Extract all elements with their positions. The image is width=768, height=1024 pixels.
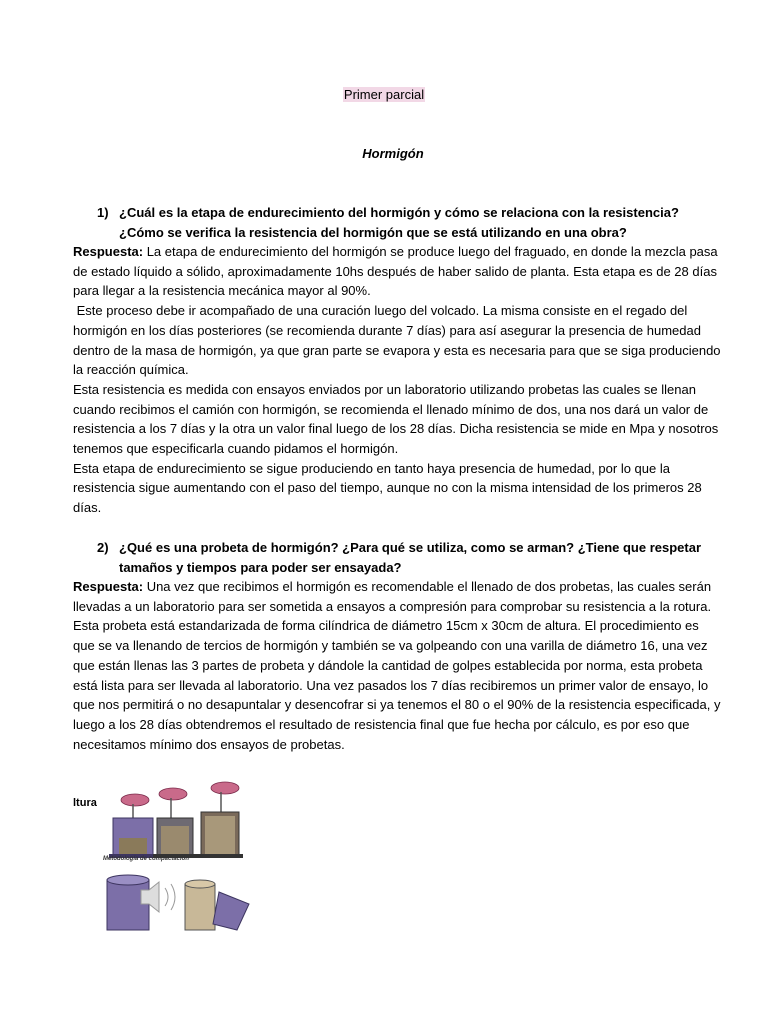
mold-open-right (185, 880, 249, 930)
answer-2 (73, 577, 723, 754)
mold-stage-1 (109, 818, 157, 858)
question-2-number: 2) (97, 540, 109, 555)
document-title-text: Primer parcial (343, 87, 425, 102)
answer-2-text-1: Una vez que recibimos el hormigón es recomendable el llenado de dos probetas, las cuales serán llevadas a un laboratorio para ser sometida a ensayos a compresión para comprobar su resistencia a la rotura. Esta probeta está estandarizada de forma cilíndrica de diámetro 15cm x 30cm de altura. El procedimiento es que se va llenando de tercios de hormigón y también se va golpeando con una varilla de diámetro 16, una vez que están llenas las 3 partes de probeta y dándole la cantidad de golpes establecida por norma, esta probeta está lista para ser llevada al laboratorio. Una vez pasados los 7 días recibiremos un primer valor de ensayo, lo que nos permitirá o no desapuntalar y desencofrar si ya tenemos el 80 o el 90% de la resistencia especificada, y luego a los 28 días obtendremos el resultado de resistencia final que fue hecha por cálculo, es por eso que necesitamos mínimo dos ensayos de probetas. (73, 579, 721, 752)
mold-stage-3 (197, 812, 243, 858)
document-subtitle: Hormigón (362, 146, 424, 161)
question-1 (73, 203, 713, 242)
figure-caption: Metodología de compactación (103, 856, 190, 862)
answer-1-label: Respuesta: (73, 244, 144, 259)
question-2-text: ¿Qué es una probeta de hormigón? ¿Para qué se utiliza, como se arman? ¿Tiene que respetar tamaños y tiempos para poder ser ensayada? (119, 540, 702, 575)
answer-1-paragraph-2: Este proceso debe ir acompañado de una curación luego del volcado. La misma consiste en el regado del hormigón en los días posteriores (se recomienda durante 7 días) para así asegurar la presencia de humedad dentro de la masa de hormigón, ya que gran parte se evapora y esta es necesaria para que se siga produciendo la reacción química. (73, 303, 725, 378)
figure-label-top: ltura (73, 797, 97, 809)
document-title (0, 86, 768, 104)
answer-1-paragraph-1 (73, 242, 723, 301)
compaction-illustration (73, 780, 263, 932)
answer-2-paragraph-1 (73, 577, 723, 754)
question-2 (73, 538, 713, 577)
answer-1-paragraph-3: Esta resistencia es medida con ensayos enviados por un laboratorio utilizando probetas las cuales se llenan cuando recibimos el camión con hormigón, se recomienda el llenado mínimo de dos, una nos dará un valor de resistencia a los 7 días y la otra un valor final luego de los 28 días. Dicha resistencia se mide en Mpa y nosotros tenemos que especificarla cuando pidamos el hormigón. (73, 381, 719, 457)
question-1-text: ¿Cuál es la etapa de endurecimiento del hormigón y cómo se relaciona con la resistencia? ¿Cómo se verifica la resistencia del hormigón que se está utilizando en una obra? (119, 205, 679, 240)
answer-1-paragraph-4: Esta etapa de endurecimiento se sigue produciendo en tanto haya presencia de humedad, por lo que la resistencia sigue aumentando con el paso del tiempo, aunque no con la misma intensidad de los primeros 28 días. (73, 460, 702, 516)
question-1-number: 1) (97, 205, 109, 220)
answer-1 (73, 242, 723, 518)
answer-1-text-1: La etapa de endurecimiento del hormigón se produce luego del fraguado, en donde la mezcla pasa de estado líquido a sólido, aproximadamente 10hs después de haber salido de planta. Esta etapa es de 28 días para llegar a la resistencia mecánica mayor al 90%. (73, 244, 718, 299)
answer-2-label: Respuesta: (73, 579, 144, 594)
mold-stage-2 (153, 818, 197, 858)
compaction-method-figure (73, 780, 263, 932)
